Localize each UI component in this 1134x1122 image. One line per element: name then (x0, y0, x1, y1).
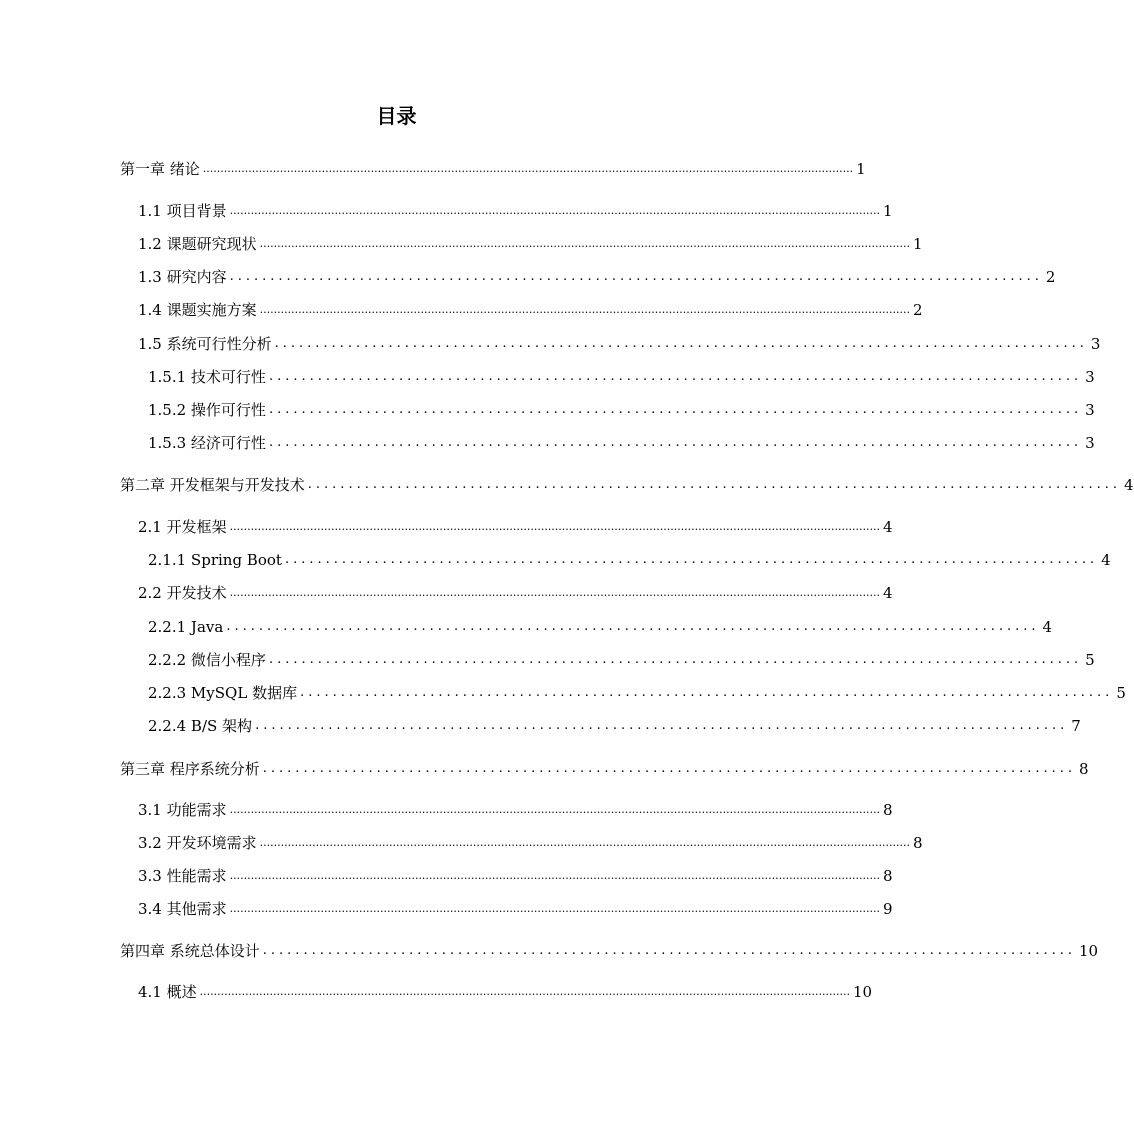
toc-entry-label: 2.1 开发框架 (138, 518, 227, 536)
toc-entry-page: 4 (1042, 618, 1053, 636)
toc-entry-1-4[interactable] (138, 294, 923, 320)
page-title: 目录 (376, 104, 417, 128)
toc-entry-label: 第一章 绪论 (120, 160, 200, 178)
toc-entry-1-5-2[interactable] (148, 394, 1095, 420)
toc-entry-page: 3 (1085, 401, 1095, 419)
toc-entry-label: 2.2.4 B/S 架构 (148, 717, 253, 735)
toc-entry-page: 4 (883, 584, 893, 602)
toc-entry-page: 1 (856, 160, 866, 178)
dot-leader: .......................................................................................................................................................................................... (229, 204, 880, 217)
dot-leader: .......................................................................................................................................................................................... (229, 586, 880, 599)
toc-entry-page: 3 (1085, 368, 1095, 386)
toc-entry-1-5-3[interactable] (148, 427, 1095, 453)
toc-entry-label: 3.4 其他需求 (138, 900, 227, 918)
toc-entry-4-1[interactable] (138, 976, 873, 1002)
toc-entry-3-3[interactable] (138, 860, 893, 886)
toc-entry-2-2[interactable] (138, 577, 893, 603)
toc-entry-1-5-1[interactable] (148, 361, 1095, 387)
toc-entry-page: 2 (1045, 268, 1056, 286)
toc-entry-label: 1.1 项目背景 (138, 202, 227, 220)
toc-entry-2-2-1[interactable] (148, 611, 1053, 637)
toc-entry-page: 8 (883, 801, 893, 819)
toc-entry-label: 2.2 开发技术 (138, 584, 227, 602)
toc-entry-label: 3.2 开发环境需求 (138, 834, 257, 852)
toc-entry-label: 3.1 功能需求 (138, 801, 227, 819)
toc-entry-label: 1.2 课题研究现状 (138, 235, 257, 253)
toc-entry-2-2-4[interactable] (148, 710, 1081, 736)
toc-entry-label: 2.2.2 微信小程序 (148, 651, 266, 669)
toc-entry-label: 第二章 开发框架与开发技术 (120, 476, 305, 494)
toc-entry-page: 9 (883, 900, 893, 918)
dot-leader: .................................................................................................... (268, 652, 1083, 667)
dot-leader: .......................................................................................................................................................................................... (229, 869, 880, 882)
toc-entry-chapter-2[interactable] (120, 469, 1134, 495)
toc-entry-label: 2.2.3 MySQL 数据库 (148, 684, 298, 702)
toc-entry-page: 4 (1101, 551, 1111, 569)
toc-entry-label: 4.1 概述 (138, 983, 197, 1001)
toc-entry-2-1-1[interactable] (148, 544, 1111, 570)
dot-leader: .................................................................................................... (262, 761, 1077, 776)
toc-entry-page: 2 (913, 301, 923, 319)
dot-leader: .................................................................................................... (307, 477, 1122, 492)
toc-entry-label: 1.5.2 操作可行性 (148, 401, 266, 419)
dot-leader: .................................................................................................... (268, 435, 1083, 450)
toc-entry-label: 1.5.1 技术可行性 (148, 368, 266, 386)
toc-entry-page: 10 (853, 983, 873, 1001)
toc-entry-1-3[interactable] (138, 261, 1056, 287)
toc-entry-page: 10 (1079, 942, 1099, 960)
dot-leader: .......................................................................................................................................................................................... (199, 985, 850, 998)
toc-entry-page: 5 (1116, 684, 1126, 702)
toc-entry-1-5[interactable] (138, 328, 1101, 354)
toc-entry-2-2-2[interactable] (148, 644, 1095, 670)
dot-leader: .......................................................................................................................................................................................... (229, 520, 880, 533)
dot-leader: .................................................................................................... (284, 552, 1099, 567)
dot-leader: .................................................................................................... (229, 269, 1043, 284)
toc-entry-label: 1.5.3 经济可行性 (148, 434, 266, 452)
toc-entry-page: 4 (883, 518, 893, 536)
dot-leader: .......................................................................................................................................................................................... (202, 162, 854, 175)
toc-entry-3-1[interactable] (138, 794, 893, 820)
toc-entry-3-2[interactable] (138, 827, 923, 853)
dot-leader: .......................................................................................................................................................................................... (259, 237, 910, 250)
dot-leader: .................................................................................................... (262, 943, 1077, 958)
toc-entry-page: 4 (1124, 476, 1134, 494)
toc-entry-chapter-4[interactable] (120, 935, 1099, 961)
toc-entry-label: 1.3 研究内容 (138, 268, 227, 286)
toc-entry-page: 3 (1085, 434, 1095, 452)
toc-entry-1-2[interactable] (138, 228, 923, 254)
dot-leader: .................................................................................................... (268, 402, 1083, 417)
toc-entry-3-4[interactable] (138, 893, 893, 919)
toc-entry-label: 第四章 系统总体设计 (120, 942, 260, 960)
toc-entry-page: 8 (913, 834, 923, 852)
toc-entry-page: 7 (1071, 717, 1081, 735)
toc-entry-label: 2.2.1 Java (148, 618, 224, 636)
toc-entry-label: 1.5 系统可行性分析 (138, 335, 272, 353)
toc-entry-page: 1 (913, 235, 923, 253)
toc-entry-page: 8 (1079, 760, 1089, 778)
dot-leader: .......................................................................................................................................................................................... (229, 902, 880, 915)
dot-leader: .................................................................................................... (226, 619, 1040, 634)
dot-leader: .......................................................................................................................................................................................... (229, 803, 880, 816)
dot-leader: .................................................................................................... (255, 718, 1069, 733)
toc-entry-page: 3 (1090, 335, 1101, 353)
toc-entry-page: 1 (883, 202, 893, 220)
toc-entry-label: 1.4 课题实施方案 (138, 301, 257, 319)
toc-entry-2-2-3[interactable] (148, 677, 1126, 703)
toc-entry-chapter-1[interactable] (120, 153, 866, 179)
toc-entry-chapter-3[interactable] (120, 753, 1089, 779)
dot-leader: .......................................................................................................................................................................................... (259, 303, 910, 316)
dot-leader: .......................................................................................................................................................................................... (259, 836, 910, 849)
dot-leader: .................................................................................................... (268, 369, 1083, 384)
dot-leader: .................................................................................................... (274, 336, 1088, 351)
toc-entry-1-1[interactable] (138, 195, 893, 221)
dot-leader: .................................................................................................... (300, 685, 1114, 700)
toc-entry-label: 3.3 性能需求 (138, 867, 227, 885)
toc-entry-page: 8 (883, 867, 893, 885)
toc-entry-page: 5 (1085, 651, 1095, 669)
toc-entry-label: 2.1.1 Spring Boot (148, 551, 282, 569)
toc-entry-label: 第三章 程序系统分析 (120, 760, 260, 778)
toc-entry-2-1[interactable] (138, 511, 893, 537)
